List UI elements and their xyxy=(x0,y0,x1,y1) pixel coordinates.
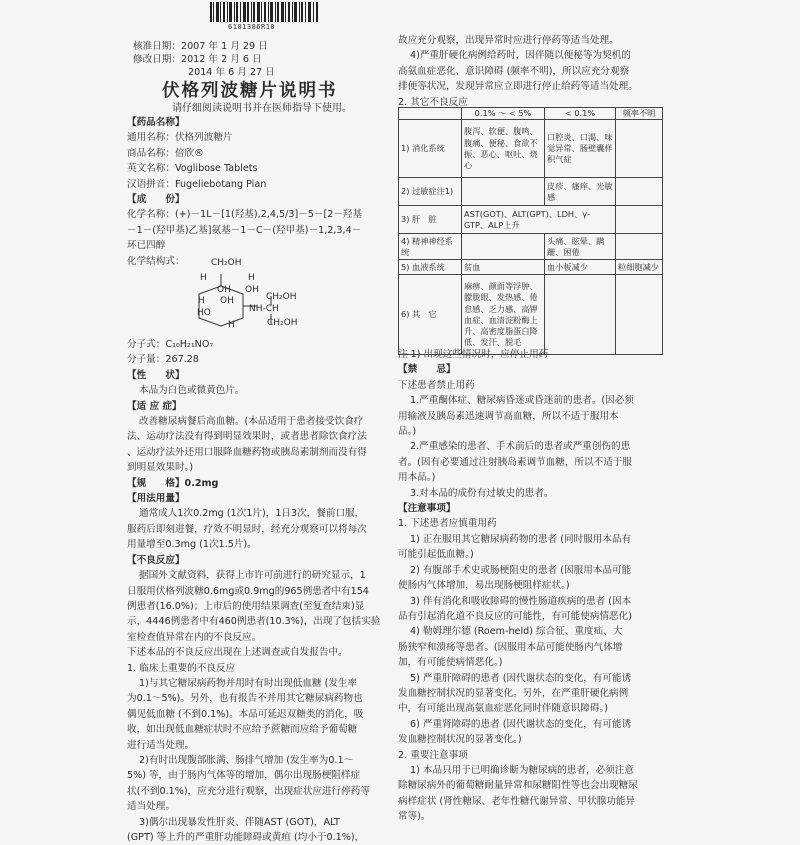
precaution-line: 1) 本品只用于已明确诊断为糖尿病的患者，必须注意 xyxy=(410,764,634,776)
precaution-line: 加，有可能使病情恶化。) xyxy=(398,657,503,669)
precaution-line: 肠狭窄和溃疡等患者。(因服用本品可能使肠内气体增 xyxy=(398,641,623,653)
precaution-line: 3) 伴有消化和吸收障碍的慢性肠道疾病的患者 (因本 xyxy=(410,595,632,607)
contra-line: 品。) xyxy=(398,426,417,438)
adr-line: 排便等状况，发现异常应立即进行停止给药等适当处理。 xyxy=(398,81,638,93)
adr-line: 下述本品的不良反应出现在上述调查或自发报告中。 xyxy=(127,647,348,659)
table-row xyxy=(399,178,663,206)
brand-name: 商品名称：倍欣® xyxy=(127,147,204,159)
adr-line: 高氨血症恶化、意识障碍 (频率不明)，所以应充分观察 xyxy=(398,65,630,77)
contra-line: 1.严重酮体症、糖尿病昏迷或昏迷前的患者。(因必须 xyxy=(410,395,634,407)
approval-date: 核准日期：2007 年 1 月 29 日 xyxy=(133,41,268,52)
table-cell: 皮疹、瘙痒、光敏感 xyxy=(545,178,616,206)
mol-ho: HO xyxy=(197,308,211,318)
table-cell: 3) 肝 脏 xyxy=(399,206,462,234)
document-title: 伏格列波糖片说明书 xyxy=(162,81,338,101)
adr-subheading: 2. 其它不良反应 xyxy=(398,96,468,108)
section-heading: 【注意事项】 xyxy=(398,503,456,515)
indication-line: 改善糖尿病餐后高血糖。(本品适用于患者接受饮食疗 xyxy=(139,416,364,428)
table-cell xyxy=(462,178,545,206)
revision-date-2: 2014 年 6 月 27 日 xyxy=(188,67,275,78)
adr-line: 故应充分观察，出现异常时应进行停药等适当处理。 xyxy=(398,35,619,46)
table-cell xyxy=(616,206,663,234)
adr-line: 收，如出现低血糖症状时不应给予蔗糖而应给予葡萄糖 xyxy=(127,724,358,736)
table-cell: 头痛、眩晕、蹒跚、困倦 xyxy=(545,234,616,260)
precaution-line: 中，有可能出现高氨血症恶化同时伴随意识障碍。) xyxy=(398,703,609,715)
table-cell: 5) 血液系统 xyxy=(399,260,462,275)
section-heading: 【规 格】0.2mg xyxy=(127,477,219,489)
section-heading: 【不良反应】 xyxy=(127,554,185,566)
precaution-line: 1. 下述患者应慎重用药 xyxy=(398,518,497,530)
mol-ch2oh-top: CH₂OH xyxy=(211,258,242,268)
section-heading: 【适 应 症】 xyxy=(127,400,182,412)
adr-line: 例患者(16.0%)；上市后的使用结果调查(至复查结束)显 xyxy=(127,600,365,612)
mol-h: H xyxy=(198,296,205,306)
table-row xyxy=(399,275,663,355)
adr-line: 日服用伏格列波糖0.6mg或0.9mg的965例患者中有154 xyxy=(127,585,369,597)
table-header-cell: < 0.1% xyxy=(545,108,616,120)
table-header-cell: 0.1% ～ < 5% xyxy=(462,108,545,120)
precaution-line: 可能引起低血糖。) xyxy=(398,549,474,561)
mol-h: H xyxy=(200,273,207,283)
contra-line: 用输液及胰岛素迅速调节高血糖，所以不适于服用本 xyxy=(398,410,619,422)
chemical-name: 环已四醇 xyxy=(127,240,166,252)
contra-line: 用本品。) xyxy=(398,472,436,484)
properties-text: 本品为白色或微黄色片。 xyxy=(139,385,245,397)
table-cell xyxy=(616,275,663,355)
table-cell xyxy=(545,275,616,355)
usage-line: 用量增至0.3mg (1次1.5片)。 xyxy=(127,539,257,551)
mol-h: H xyxy=(228,320,235,330)
precaution-line: 病样症状 (肾性糖尿、老年性糖代谢异常、甲状腺功能异 xyxy=(398,795,636,807)
table-cell: 6) 其 它 xyxy=(399,275,462,355)
precaution-line: 发血糖控制状况的显著变化。另外，在严重肝硬化病例 xyxy=(398,687,629,699)
molecular-weight: 分子量：267.28 xyxy=(127,354,199,366)
adr-line: 室检查值异常在内的不良反应。 xyxy=(127,631,262,643)
adr-line: 3)偶尔出现暴发性肝炎、伴随AST (GOT)，ALT xyxy=(139,816,340,828)
table-cell: 2) 过敏症注1) xyxy=(399,178,462,206)
document-subtitle: 请仔细阅读说明书并在医师指导下使用。 xyxy=(172,103,352,114)
date-block xyxy=(133,40,275,79)
table-header-cell xyxy=(399,108,462,120)
mol-nh: NH-CH xyxy=(249,304,279,314)
table-cell: AST(GOT)、ALT(GPT)、LDH、γ-GTP、ALP上升 xyxy=(462,206,616,234)
properties-section xyxy=(127,337,391,845)
barcode-number: 6101386R10 xyxy=(228,23,276,31)
generic-name: 通用名称：伏格列波糖片 xyxy=(127,132,233,144)
section-heading: 【禁 忌】 xyxy=(398,364,456,376)
adr-line: 为0.1～5%)。另外，也有报告不并用其它糖尿病药物也 xyxy=(127,693,363,705)
usage-line: 服药后即刻进餐，疗效不明显时，经充分观察可以将每次 xyxy=(127,523,367,535)
table-cell: 口腔炎、口渴、味觉异常、肠壁囊样积气症 xyxy=(545,120,616,178)
mol-ch2oh-bottom: CH₂OH xyxy=(267,318,298,328)
english-name: 英文名称：Voglibose Tablets xyxy=(127,163,258,175)
table-row xyxy=(399,260,663,275)
adr-line: 进行适当处理。 xyxy=(127,739,195,751)
table-note: 注 1) 出现这些情况时，应停止用药 xyxy=(398,349,549,360)
table-cell xyxy=(616,120,663,178)
section-heading: 【性 状】 xyxy=(127,369,185,381)
table-row xyxy=(399,206,663,234)
table-cell: 麻痹、颜面等浮肿、朦胧眼、发热感、倦怠感、乏力感、高钾血症、血清淀粉酶上升、高密度脂蛋白降低、发汗、脱毛 xyxy=(462,275,545,355)
adr-line: 状(不到0.1%)，应充分进行观察，出现症状应进行停药等 xyxy=(127,785,370,797)
table-cell xyxy=(616,178,663,206)
mol-oh: OH xyxy=(245,285,259,295)
table-cell: 贫血 xyxy=(462,260,545,275)
precaution-line: 发血糖控制状况的显著变化。) xyxy=(398,734,522,746)
indication-line: 到明显效果时。) xyxy=(127,462,194,474)
right-top-text xyxy=(398,33,663,110)
adr-line: 2)有时出现腹部胀满、肠排气增加 (发生率为0.1～ xyxy=(139,754,354,766)
adr-line: 据国外文献资料，获得上市许可前进行的研究显示，1 xyxy=(139,570,366,582)
mol-h: H xyxy=(248,273,255,283)
precaution-line: 使肠内气体增加，易出现肠梗阻样症状。) xyxy=(398,580,570,592)
chemical-name: 化学名称：(+)－1L－[1(羟基),2,4,5/3]－5－[2－羟基 xyxy=(127,209,363,221)
pinyin-name: 汉语拼音：Fugeliebotang Pian xyxy=(127,178,267,190)
adverse-reaction-table xyxy=(398,107,663,355)
table-row xyxy=(399,234,663,260)
adr-line: (GPT) 等上升的严重肝功能障碍或黄疸 (均小于0.1%)， xyxy=(127,832,365,843)
adr-line: 适当处理。 xyxy=(127,801,175,813)
adr-line: 偶见低血糖 (不到0.1%)。本品可延迟双糖类的消化，吸 xyxy=(127,708,364,720)
table-cell xyxy=(616,234,663,260)
revision-date: 修改日期：2012 年 2 月 6 日 xyxy=(133,54,262,65)
table-cell: 血小板减少 xyxy=(545,260,616,275)
table-cell: 1) 消化系统 xyxy=(399,120,462,178)
precaution-line: 品有引起消化道不良反应的可能性，有可能使病情恶化) xyxy=(398,610,632,622)
table-header-row xyxy=(399,108,663,120)
precaution-line: 4) 勒姆理尔德 (Roem-held) 综合征、重度疝、大 xyxy=(410,626,623,638)
section-heading: 【药品名称】 xyxy=(127,117,185,128)
precaution-line: 2) 有腹部手术史或肠梗阻史的患者 (因服用本品可能 xyxy=(410,564,632,576)
precaution-line: 5) 严重肝障碍的患者 (因代谢状态的变化，有可能诱 xyxy=(410,672,632,684)
precaution-line: 2. 重要注意事项 xyxy=(398,749,468,761)
precaution-line: 1) 正在服用其它糖尿病药物的患者 (同时服用本品有 xyxy=(410,533,632,545)
barcode xyxy=(210,2,320,22)
table-row xyxy=(399,120,663,178)
mol-ch2oh-right: CH₂OH xyxy=(266,292,297,302)
precaution-line: 6) 严重肾障碍的患者 (因代谢状态的变化，有可能诱 xyxy=(410,718,632,730)
adr-line: 1. 临床上重要的不良反应 xyxy=(127,662,236,674)
adr-line: 示，4446例患者中有460例患者(10.3%)，出现了包括实验 xyxy=(127,616,381,628)
table-header-cell: 频率不明 xyxy=(616,108,663,120)
contra-line: 2.严重感染的患者、手术前后的患者或严重创伤的患 xyxy=(410,441,631,453)
indication-line: 法、运动疗法没有得到明显效果时，或者患者除饮食疗法 xyxy=(127,431,367,443)
indication-line: 、运动疗法外还用口服降血糖药物或胰岛素制剂而没有得 xyxy=(127,446,367,458)
contra-line: 下述患者禁止用药 xyxy=(398,379,475,391)
drug-name-section xyxy=(127,115,391,269)
precaution-line: 常等)。 xyxy=(398,811,431,823)
table-cell: 4) 精神神经系统 xyxy=(399,234,462,260)
table-cell: 腹泻、软便、腹鸣、腹痛、便秘、食欲不振、恶心、呕吐、烧心 xyxy=(462,120,545,178)
section-heading: 【用法用量】 xyxy=(127,493,185,505)
table-cell: 粒细胞减少 xyxy=(616,260,663,275)
molecular-formula: 分子式：C₁₀H₂₁NO₇ xyxy=(127,339,214,350)
contraindication-section xyxy=(398,347,663,825)
contra-line: 者。(因有必要通过注射胰岛素调节血糖，所以不适于服 xyxy=(398,456,632,468)
mol-oh: OH xyxy=(220,296,234,306)
adr-line: 1)与其它糖尿病药物并用时有时出现低血糖 (发生率 xyxy=(139,677,358,689)
contra-line: 3.对本品的成份有过敏史的患者。 xyxy=(410,487,554,499)
chemical-name: －1－(羟甲基)乙基]氨基－1－C－(羟甲基)－1,2,3,4－ xyxy=(127,224,362,236)
usage-line: 通常成人1次0.2mg (1次1片)，1日3次，餐前口服， xyxy=(139,508,365,520)
structure-label: 化学结构式： xyxy=(127,255,185,267)
adr-line: 4)严重肝硬化病例给药时，因伴随以便秘等为契机的 xyxy=(410,50,631,62)
section-heading: 【成 份】 xyxy=(127,194,185,206)
adr-line: 5%) 等，由于肠内气体等的增加，偶尔出现肠梗阻样症 xyxy=(127,770,361,782)
precaution-line: 除糖尿病外的葡萄糖耐量异常和尿糖阳性等也会出现糖尿 xyxy=(398,780,638,792)
mol-oh: OH xyxy=(217,285,231,295)
table-cell xyxy=(462,234,545,260)
